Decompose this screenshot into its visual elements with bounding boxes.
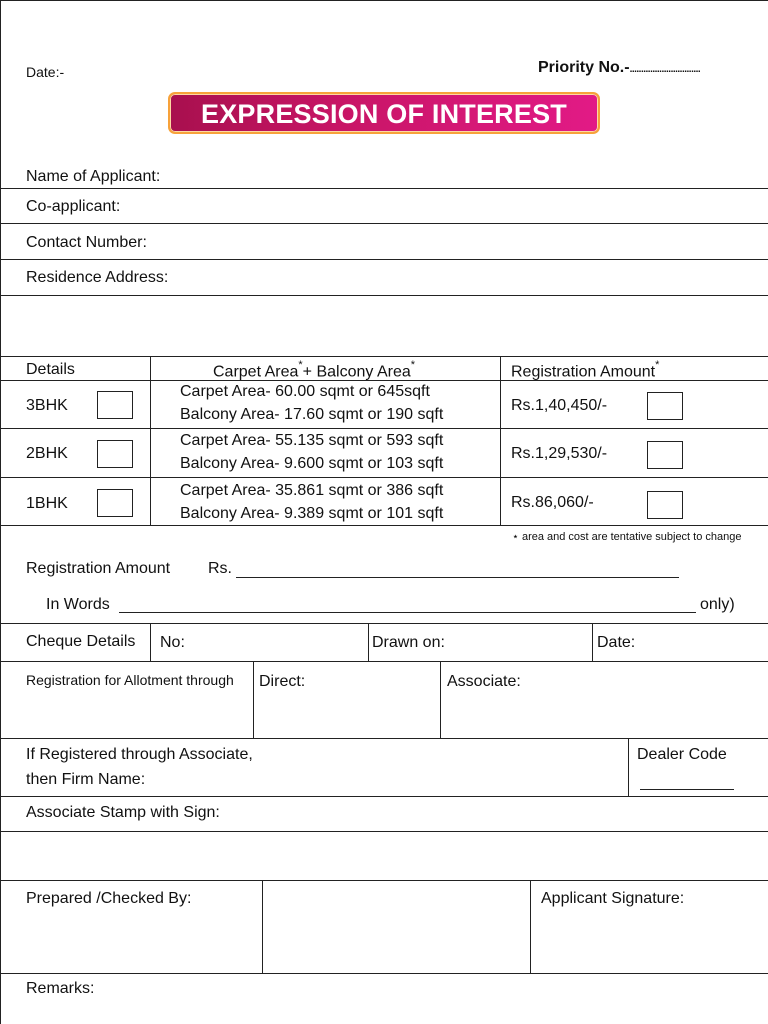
amount-header xyxy=(511,359,660,381)
table-row-type: 3BHK xyxy=(26,397,68,414)
priority-dots[interactable]: ............................... xyxy=(629,64,701,75)
associate-stamp-label: Associate Stamp with Sign: xyxy=(26,804,220,821)
in-words-label: In Words xyxy=(46,596,110,613)
signature-col-divider xyxy=(530,880,531,973)
3bhk-amount-checkbox[interactable] xyxy=(647,392,683,420)
contact-number-label: Contact Number: xyxy=(26,234,147,251)
divider xyxy=(0,796,768,797)
rs-label: Rs. xyxy=(208,560,232,577)
only-label: only) xyxy=(700,596,735,613)
prepared-checked-by-label: Prepared /Checked By: xyxy=(26,890,192,907)
asterisk: * xyxy=(298,359,303,371)
cheque-date-label[interactable]: Date: xyxy=(597,634,636,651)
table-col-divider xyxy=(500,356,501,525)
top-border xyxy=(0,0,768,1)
table-row-amount: Rs.86,060/- xyxy=(511,494,594,511)
asterisk: * xyxy=(655,359,660,371)
date-label: Date:- xyxy=(26,64,65,80)
table-row-type: 2BHK xyxy=(26,445,68,462)
allotment-col-divider xyxy=(440,661,441,738)
cheque-drawn-on-label[interactable]: Drawn on: xyxy=(372,634,445,651)
details-header: Details xyxy=(26,361,75,378)
divider xyxy=(0,738,768,739)
allotment-col-divider xyxy=(253,661,254,738)
table-row-carpet: Carpet Area- 55.135 sqmt or 593 sqft xyxy=(180,432,444,449)
cheque-no-label[interactable]: No: xyxy=(160,634,185,651)
cheque-details-label: Cheque Details xyxy=(26,633,136,650)
cheque-col-divider xyxy=(592,623,593,661)
cheque-col-divider xyxy=(368,623,369,661)
co-applicant-label: Co-applicant: xyxy=(26,198,121,215)
associate-label[interactable]: Associate: xyxy=(447,673,521,690)
1bhk-amount-checkbox[interactable] xyxy=(647,491,683,519)
table-col-divider xyxy=(150,356,151,525)
area-header-carpet: Carpet Area xyxy=(213,363,299,381)
checker-signature-area[interactable] xyxy=(263,881,530,973)
table-row-divider xyxy=(0,428,768,429)
remarks-label: Remarks: xyxy=(26,980,95,997)
dealer-col-divider xyxy=(628,738,629,796)
table-header-divider xyxy=(0,380,768,381)
amount-header-text: Registration Amount xyxy=(511,363,656,381)
divider xyxy=(0,188,768,189)
footnote xyxy=(512,532,742,543)
2bhk-checkbox[interactable] xyxy=(97,440,133,468)
divider xyxy=(0,623,768,624)
divider xyxy=(0,831,768,832)
registration-amount-label: Registration Amount xyxy=(26,560,171,577)
table-row-amount: Rs.1,40,450/- xyxy=(511,397,608,414)
in-words-field[interactable] xyxy=(119,612,696,613)
direct-label[interactable]: Direct: xyxy=(259,673,306,690)
cheque-col-divider xyxy=(150,623,151,661)
table-row-balcony: Balcony Area- 9.600 sqmt or 103 sqft xyxy=(180,455,444,472)
associate-line1: If Registered through Associate, xyxy=(26,746,253,763)
divider xyxy=(0,295,768,296)
table-row-carpet: Carpet Area- 60.00 sqmt or 645sqft xyxy=(180,383,430,400)
table-row-balcony: Balcony Area- 17.60 sqmt or 190 sqft xyxy=(180,406,444,423)
applicant-signature-label: Applicant Signature: xyxy=(541,890,685,907)
dealer-code-field[interactable] xyxy=(640,789,734,790)
table-row-amount: Rs.1,29,530/- xyxy=(511,445,608,462)
left-border xyxy=(0,0,1,1024)
table-row-balcony: Balcony Area- 9.389 sqmt or 101 sqft xyxy=(180,505,444,522)
2bhk-amount-checkbox[interactable] xyxy=(647,441,683,469)
1bhk-checkbox[interactable] xyxy=(97,489,133,517)
divider xyxy=(0,223,768,224)
priority-label-text: Priority No.- xyxy=(538,59,630,76)
registration-amount-field[interactable] xyxy=(236,577,679,578)
3bhk-checkbox[interactable] xyxy=(97,391,133,419)
footnote-star: ⋆ xyxy=(512,531,519,543)
divider xyxy=(0,259,768,260)
area-header-balcony: + Balcony Area xyxy=(302,363,411,381)
table-bottom-border xyxy=(0,525,768,526)
divider xyxy=(0,973,768,974)
residence-address-label: Residence Address: xyxy=(26,269,169,286)
page-title: EXPRESSION OF INTEREST xyxy=(168,92,600,134)
table-top-border xyxy=(0,356,768,357)
table-row-type: 1BHK xyxy=(26,495,68,512)
footnote-text: area and cost are tentative subject to change xyxy=(521,531,742,543)
firm-name-label: then Firm Name: xyxy=(26,771,146,788)
asterisk: * xyxy=(410,359,416,371)
table-row-carpet: Carpet Area- 35.861 sqmt or 386 sqft xyxy=(180,482,444,499)
dealer-code-label: Dealer Code xyxy=(637,746,727,763)
divider xyxy=(0,661,768,662)
name-of-applicant-label: Name of Applicant: xyxy=(26,168,161,185)
priority-label xyxy=(538,60,700,76)
allotment-label: Registration for Allotment through xyxy=(26,672,234,688)
table-row-divider xyxy=(0,477,768,478)
area-header xyxy=(213,359,416,381)
